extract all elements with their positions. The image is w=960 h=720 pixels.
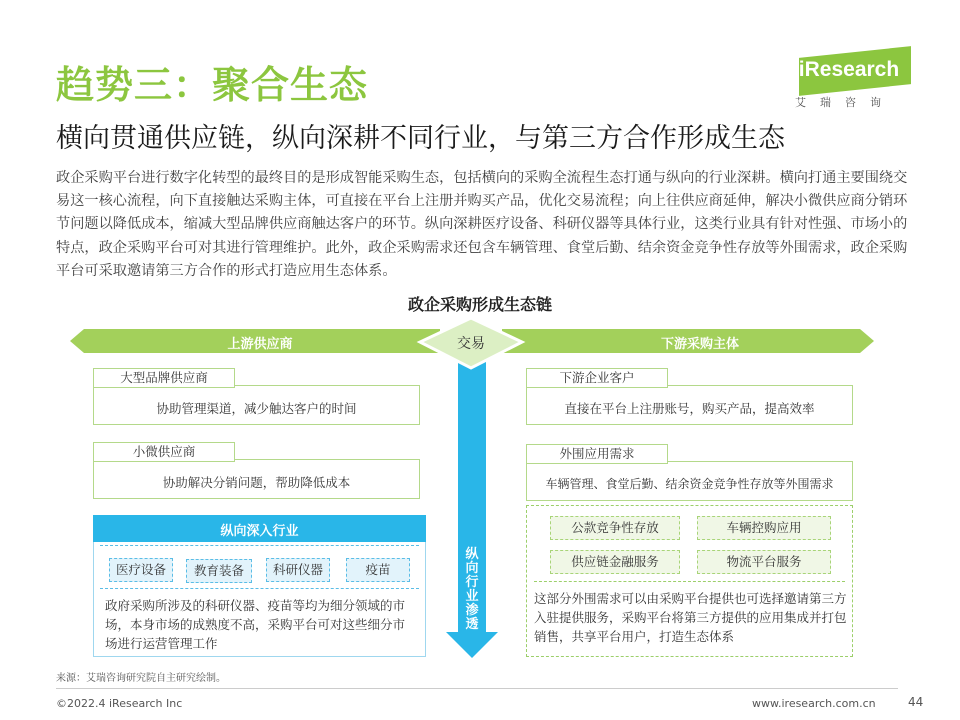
large-supplier-text: 协助管理渠道，减少触达客户的时间	[156, 401, 357, 416]
industry-header: 纵向深入行业	[220, 524, 299, 539]
footer-divider	[56, 688, 898, 689]
small-supplier-text: 协助解决分销问题，帮助降低成本	[162, 475, 351, 490]
industry-item-vaccine: 疫苗	[346, 558, 410, 582]
source-note: 来源：艾瑞咨询研究院自主研究绘制。	[56, 673, 226, 684]
copyright: ©2022.4 iResearch Inc	[56, 697, 183, 710]
industry-item-research: 科研仪器	[266, 558, 330, 582]
page-number: 44	[908, 695, 924, 709]
page-subtitle: 横向贯通供应链，纵向深耕不同行业，与第三方合作形成生态	[56, 123, 785, 154]
service-divider	[534, 581, 845, 582]
logo-text: iResearch	[798, 58, 900, 81]
page-title: 趋势三：聚合生态	[56, 63, 369, 107]
large-supplier-tag: 大型品牌供应商	[93, 368, 235, 388]
service-item-finance: 供应链金融服务	[550, 550, 680, 574]
intro-paragraph: 政企采购平台进行数字化转型的最终目的是形成智能采购生态，包括横向的采购全流程生态打通与纵向的行业深耕。横向打通主要围绕交易这一核心流程，向下直接触达采购主体，可直接在平台上注册并购买产品，优化交易流程；向上往供应商延伸，解决小微供应商分销环节问题以降低成本，缩减大型品牌供应商触达客户的环节。纵向深耕医疗设备、科研仪器等具体行业，这类行业具有针对性强、市场小的特点，政企采购平台可对其进行管理维护。此外，政企采购需求还包含车辆管理、食堂后勤、结余资金竞争性存放等外围需求，政企采购平台可采取邀请第三方合作的形式打造应用生态体系。	[56, 170, 908, 279]
industry-divider	[100, 545, 419, 546]
peripheral-demand-text: 车辆管理、食堂后勤、结余资金竞争性存放等外围需求	[545, 477, 834, 491]
service-item-vehicle: 车辆控购应用	[697, 516, 831, 540]
diagram-title: 政企采购形成生态链	[407, 295, 552, 314]
downstream-client-text: 直接在平台上注册账号，购买产品，提高效率	[564, 401, 815, 416]
downstream-label: 下游采购主体	[660, 337, 739, 352]
industry-item-education: 教育装备	[186, 559, 252, 583]
industry-divider-2	[100, 588, 419, 589]
peripheral-bottom-text: 这部分外围需求可以由采购平台提供也可选择邀请第三方入驻提供服务，采购平台将第三方提供的应用集成并打包销售，共享平台用户，打造生态体系	[534, 591, 847, 644]
website: www.iresearch.com.cn	[752, 697, 876, 710]
small-supplier-tag: 小微供应商	[93, 442, 235, 462]
upstream-label: 上游供应商	[227, 337, 293, 352]
logo-subtext: 艾瑞咨询	[795, 96, 895, 109]
service-item-deposit: 公款竞争性存放	[550, 516, 680, 540]
center-transaction-label: 交易	[457, 336, 485, 352]
service-item-logistics: 物流平台服务	[697, 550, 831, 574]
vertical-penetration-label: 纵向行业渗透	[465, 547, 479, 632]
industry-text: 政府采购所涉及的科研仪器、疫苗等均为细分领域的市场，本身市场的成熟度不高，采购平台可对这些细分市场进行运营管理工作	[105, 598, 406, 651]
peripheral-demand-tag: 外围应用需求	[526, 444, 668, 464]
downstream-client-tag: 下游企业客户	[526, 368, 668, 388]
industry-item-medical: 医疗设备	[109, 558, 173, 582]
